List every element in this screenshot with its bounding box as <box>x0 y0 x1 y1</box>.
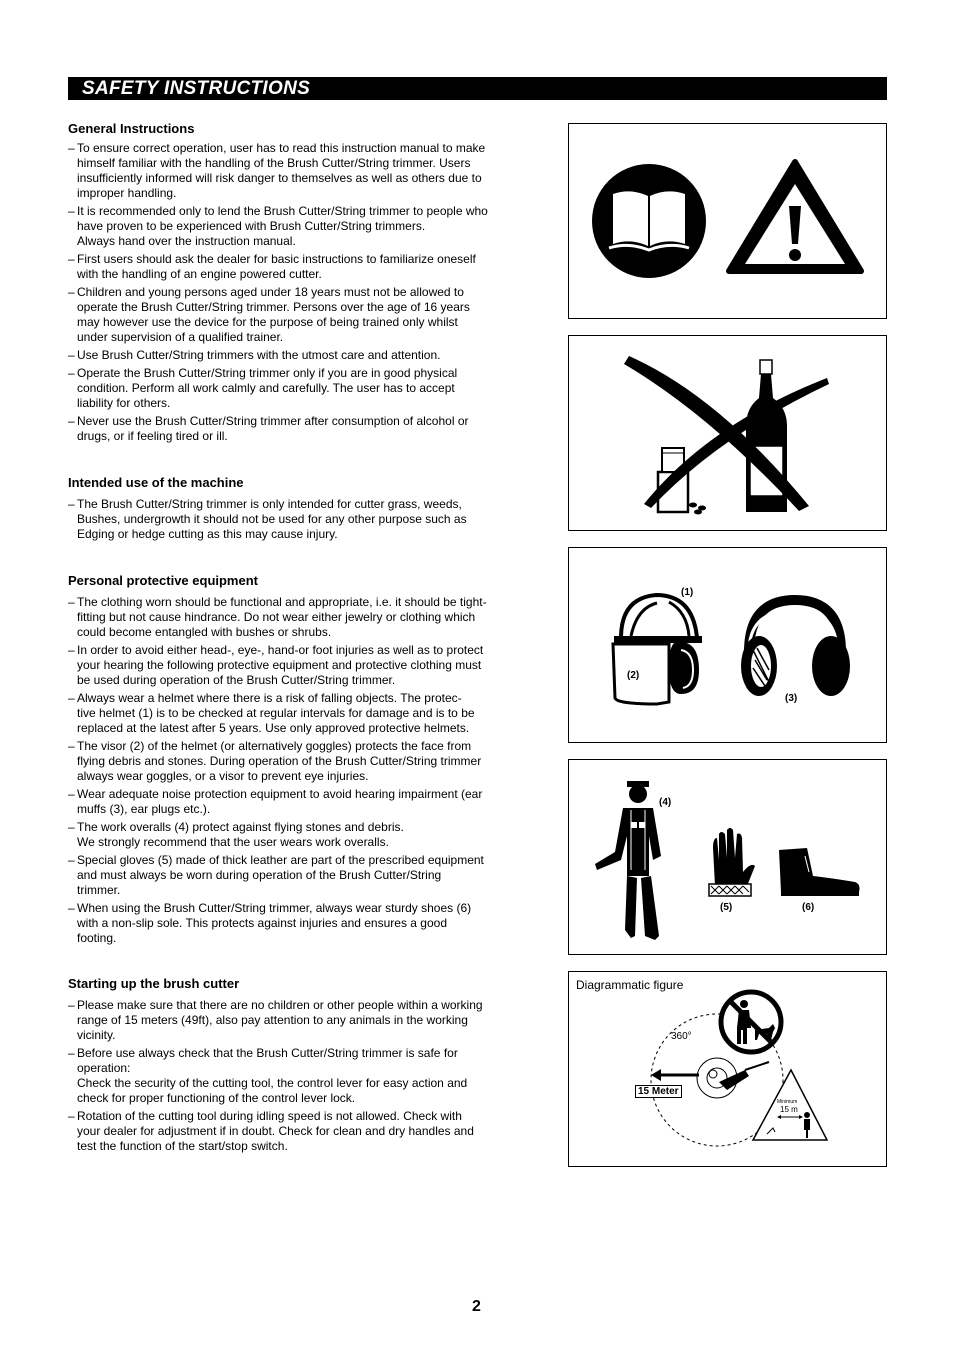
gloves-label: (5) <box>720 902 733 913</box>
list-item: – Special gloves (5) made of thick leather are part of the prescribed equipment and must always be worn during operation of the Brush Cutter/String trimmer. <box>68 853 526 898</box>
rotation-angle-label: 360° <box>671 1031 692 1042</box>
section-heading-general: General Instructions <box>68 121 195 136</box>
minimum-label: Minimum <box>777 1099 798 1105</box>
list-item: – In order to avoid either head-, eye-, hand-or foot injuries as well as to protect your hearing the following protective equipment and protective clothing must be used during operation of the Brush Cutter/String trimmer. <box>68 643 526 688</box>
page-title: SAFETY INSTRUCTIONS <box>82 78 311 99</box>
list-starting-up <box>68 998 526 1157</box>
list-item: – Never use the Brush Cutter/String trimmer after consumption of alcohol or drugs, or if feeling tired or ill. <box>68 414 526 444</box>
page-number: 2 <box>472 1298 481 1315</box>
earmuffs-icon <box>741 600 850 696</box>
helmet-label: (1) <box>681 587 694 598</box>
figure-no-alcohol <box>568 335 887 531</box>
figure-working-range <box>568 971 887 1167</box>
shoes-label: (6) <box>802 902 815 913</box>
list-item: – Wear adequate noise protection equipment to avoid hearing impairment (ear muffs (3), ear plugs etc.). <box>68 787 526 817</box>
list-item: – The Brush Cutter/String trimmer is only intended for cutter grass, weeds, Bushes, undergrowth it should not be used for any other purpose such as Edging or hedge cutting as this may cause injury. <box>68 497 526 542</box>
distance-label: 15 Meter <box>635 1085 682 1098</box>
list-item: – Children and young persons aged under 18 years must not be allowed to operate the Brush Cutter/String trimmer. Persons over the age of 16 years may however use the device for the purpose of being trained only whilst under supervision of a qualified trainer. <box>68 285 526 345</box>
section-banner <box>68 77 887 100</box>
helmet-icon <box>613 595 702 704</box>
section-heading-starting-up: Starting up the brush cutter <box>68 976 240 991</box>
figure-helmet-earmuffs <box>568 547 887 743</box>
overalls-label: (4) <box>659 797 672 808</box>
list-item: – When using the Brush Cutter/String trimmer, always wear sturdy shoes (6) with a non-slip sole. This protects against injuries and ensures a good footing. <box>68 901 526 946</box>
warning-triangle-icon <box>729 162 861 271</box>
list-item: – To ensure correct operation, user has to read this instruction manual to make himself familiar with the handling of the Brush Cutter/String trimmer. Users insufficiently informed will risk danger to themselves as well as others due to improper handling. <box>68 141 526 201</box>
gloves-icon <box>709 828 755 896</box>
list-item: – Rotation of the cutting tool during idling speed is not allowed. Check with your dealer for adjustment if in doubt. Check for clean and dry handles and test the function of the start/stop switch. <box>68 1109 526 1154</box>
figure-manual-warning <box>568 123 887 319</box>
list-item: – Before use always check that the Brush Cutter/String trimmer is safe for operation: Check the security of the cutting tool, the control lever for easy action and check for proper functioning of the control lever lock. <box>68 1046 526 1106</box>
section-heading-ppe: Personal protective equipment <box>68 573 258 588</box>
cutting-head-icon <box>697 1058 769 1098</box>
list-general <box>68 141 526 447</box>
visor-label: (2) <box>627 670 640 681</box>
earmuffs-label: (3) <box>785 693 798 704</box>
list-item: – Please make sure that there are no children or other people within a working range of 15 meters (49ft), also pay attention to any animals in the working vicinity. <box>68 998 526 1043</box>
list-item: – The work overalls (4) protect against flying stones and debris. We strongly recommend that the user wears work overalls. <box>68 820 526 850</box>
list-item: – Operate the Brush Cutter/String trimmer only if you are in good physical condition. Perform all work calmly and carefully. The user has to accept liability for others. <box>68 366 526 411</box>
list-item: – The visor (2) of the helmet (or alternatively goggles) protects the face from flying debris and stones. During operation of the Brush Cutter/String trimmer always wear goggles, or a visor to prevent eye injuries. <box>68 739 526 784</box>
shoes-icon <box>779 848 860 896</box>
minimum-distance-value: 15 m <box>780 1105 798 1114</box>
worker-overalls-icon <box>595 781 661 940</box>
diagram-title: Diagrammatic figure <box>576 978 684 992</box>
list-item: – Use Brush Cutter/String trimmers with the utmost care and attention. <box>68 348 526 363</box>
list-ppe <box>68 595 526 949</box>
list-item: – First users should ask the dealer for basic instructions to familiarize oneself with the handling of an engine powered cutter. <box>68 252 526 282</box>
list-item: – The clothing worn should be functional and appropriate, i.e. it should be tight- fitting but not cause hindrance. Do not wear either jewelry or clothing which could become entangled with bushes or shrubs. <box>68 595 526 640</box>
figure-protective-clothing <box>568 759 887 955</box>
no-people-animals-icon <box>721 992 781 1052</box>
distance-arrow-icon <box>651 1069 699 1081</box>
list-item: – It is recommended only to lend the Brush Cutter/String trimmer to people who have proven to be experienced with Brush Cutter/String trimmers. Always hand over the instruction manual. <box>68 204 526 249</box>
list-item: – Always wear a helmet where there is a risk of falling objects. The protec- tive helmet (1) is to be checked at regular intervals for damage and is to be replaced at the latest after 5 years. Use only approved protective helmets. <box>68 691 526 736</box>
section-heading-intended-use: Intended use of the machine <box>68 475 244 490</box>
read-manual-icon <box>592 164 706 278</box>
list-intended-use <box>68 497 526 545</box>
